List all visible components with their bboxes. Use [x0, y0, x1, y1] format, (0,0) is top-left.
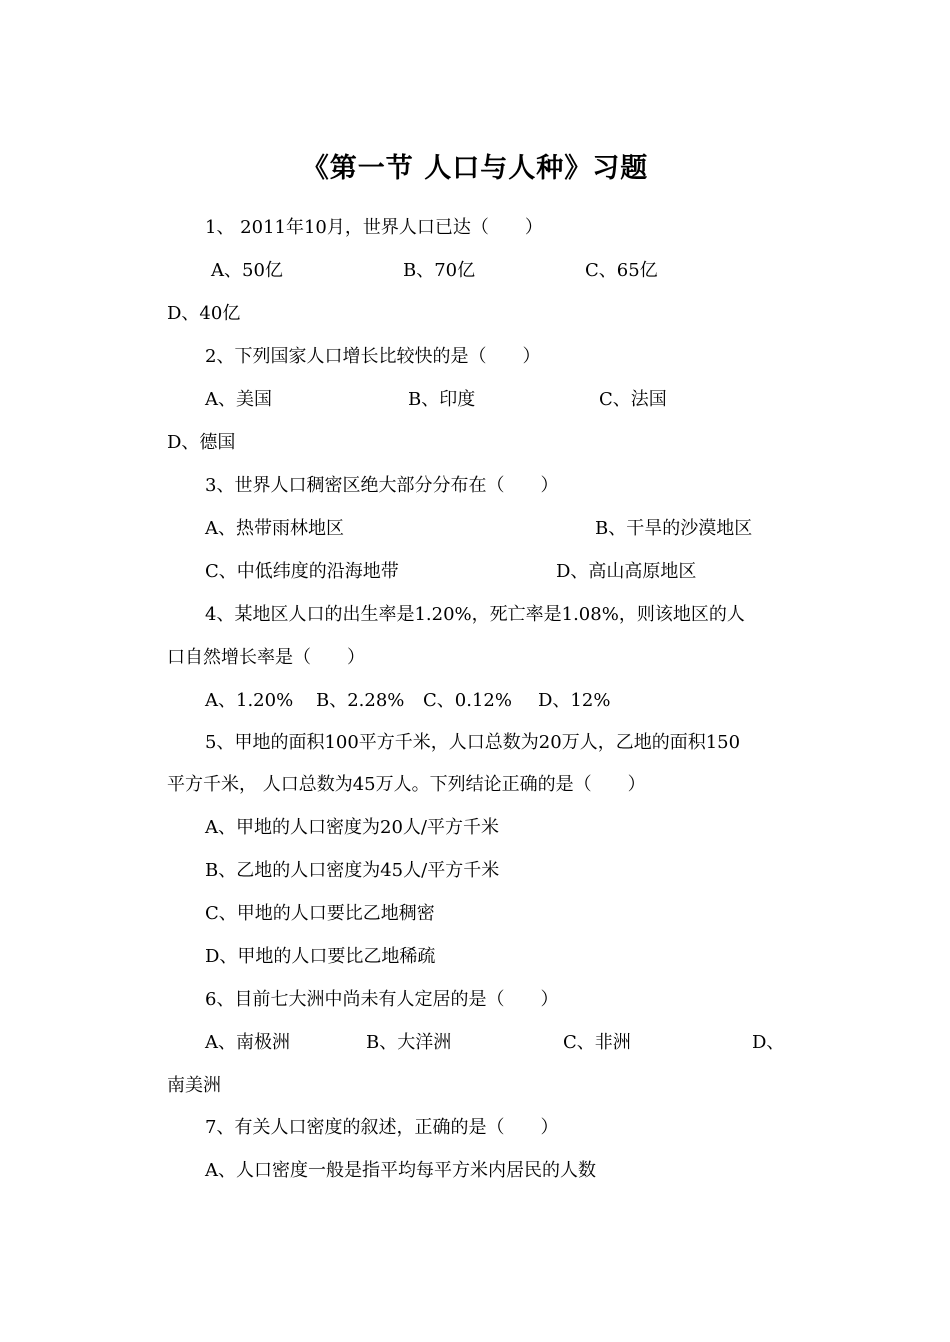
q1-option-a: A、50亿: [211, 260, 283, 281]
page-title: 《第一节 人口与人种》习题: [301, 153, 649, 184]
q7-option-a: A、人口密度一般是指平均每平方米内居民的人数: [205, 1160, 596, 1181]
q2-option-d: D、德国: [167, 432, 236, 453]
q1-stem: 1、 2011年10月，世界人口已达（ ）: [205, 217, 543, 238]
q5-option-a: A、甲地的人口密度为20人/平方千米: [205, 817, 499, 838]
q6-stem: 6、目前七大洲中尚未有人定居的是（ ）: [205, 989, 559, 1010]
q1-option-c: C、65亿: [585, 260, 658, 281]
q3-stem: 3、世界人口稠密区绝大部分分布在（ ）: [205, 475, 559, 496]
q2-stem: 2、下列国家人口增长比较快的是（ ）: [205, 346, 541, 367]
q4-option-b: B、2.28%: [316, 690, 405, 711]
q5-option-c: C、甲地的人口要比乙地稠密: [205, 903, 435, 924]
q6-option-a: A、南极洲: [205, 1032, 290, 1053]
q3-option-a: A、热带雨林地区: [205, 518, 344, 539]
q6-option-d-prefix: D、: [752, 1032, 785, 1053]
q5-stem-line1: 5、甲地的面积100平方千米，人口总数为20万人，乙地的面积150: [205, 732, 741, 753]
q5-option-d: D、甲地的人口要比乙地稀疏: [205, 946, 436, 967]
q7-stem: 7、有关人口密度的叙述，正确的是（ ）: [205, 1117, 559, 1138]
q3-option-b: B、干旱的沙漠地区: [595, 518, 753, 539]
q6-option-d-text: 南美洲: [167, 1075, 221, 1096]
q2-option-a: A、美国: [205, 389, 272, 410]
q3-option-d: D、高山高原地区: [556, 561, 697, 582]
q1-option-d: D、40亿: [167, 303, 241, 324]
q4-stem-line2: 口自然增长率是（ ）: [167, 647, 365, 668]
q4-option-d: D、12%: [538, 690, 611, 711]
q5-option-b: B、乙地的人口密度为45人/平方千米: [205, 860, 500, 881]
q6-option-c: C、非洲: [563, 1032, 631, 1053]
q6-option-b: B、大洋洲: [366, 1032, 452, 1053]
q2-option-c: C、法国: [599, 389, 667, 410]
q1-option-b: B、70亿: [403, 260, 476, 281]
q3-option-c: C、中低纬度的沿海地带: [205, 561, 399, 582]
q4-stem-line1: 4、某地区人口的出生率是1.20%，死亡率是1.08%，则该地区的人: [205, 604, 745, 625]
q4-option-a: A、1.20%: [205, 690, 294, 711]
q2-option-b: B、印度: [408, 389, 476, 410]
q5-stem-line2: 平方千米， 人口总数为45万人。下列结论正确的是（ ）: [167, 774, 646, 795]
q4-option-c: C、0.12%: [423, 690, 512, 711]
